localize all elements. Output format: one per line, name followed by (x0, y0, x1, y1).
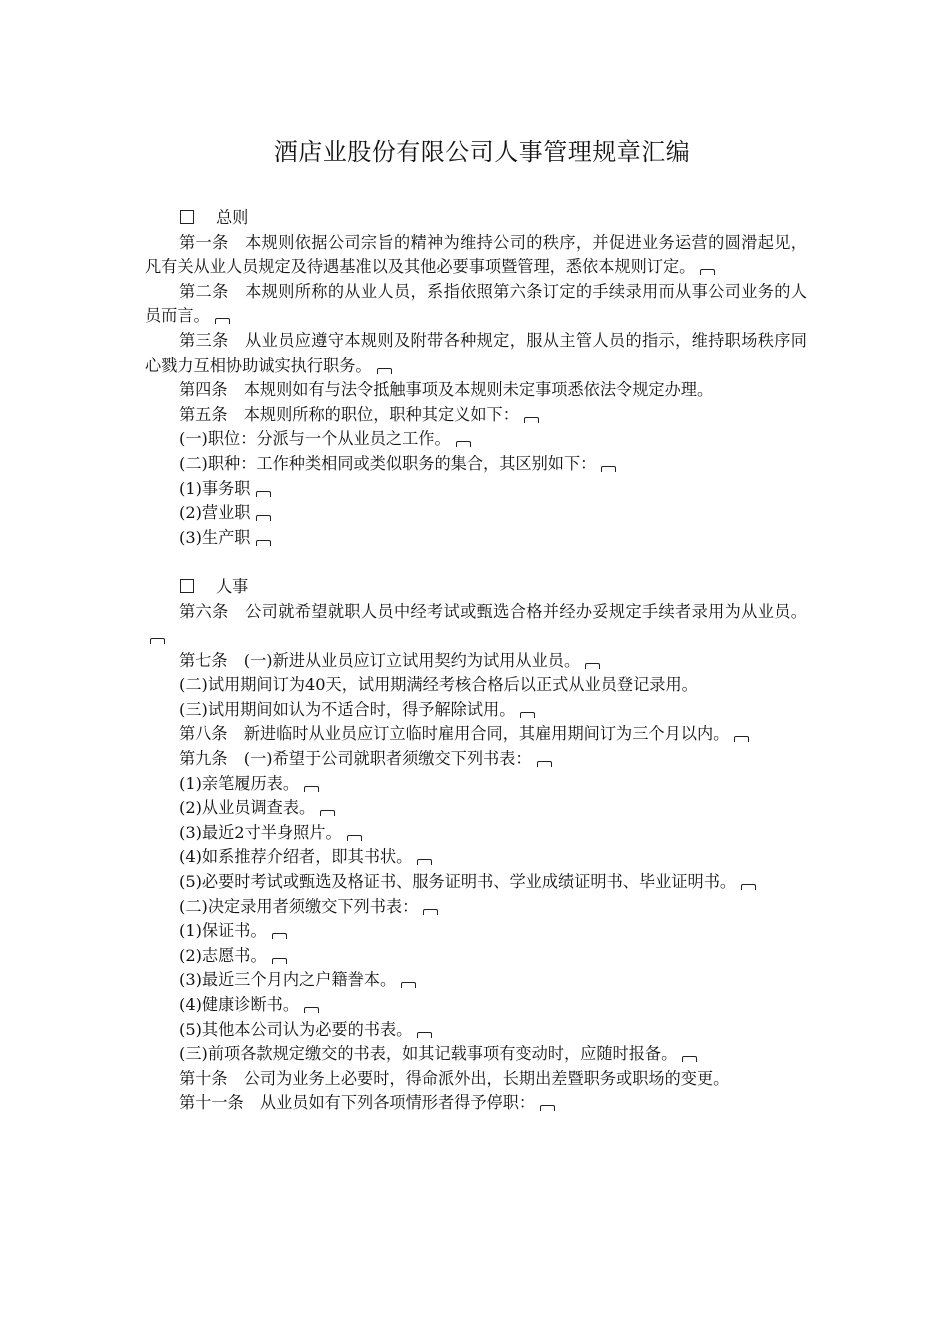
article-paragraph (145, 722, 807, 747)
article-paragraph (145, 993, 807, 1018)
section-spacer (145, 550, 807, 575)
paragraph-mark-icon (585, 663, 600, 669)
paragraph-text: (三)试用期间如认为不适合时，得予解除试用。 (179, 699, 516, 719)
article-paragraph (145, 1091, 807, 1116)
paragraph-text: 第四条 本规则如有与法令抵触事项及本规则未定事项悉依法令规定办理。 (179, 380, 714, 400)
paragraph-mark-icon (215, 318, 230, 324)
section-personnel-body (145, 600, 807, 1116)
paragraph-text: (二)决定录用者须缴交下列书表： (179, 896, 419, 916)
checkbox-square-icon (180, 579, 194, 593)
paragraph-mark-icon (377, 368, 392, 374)
paragraph-mark-icon (734, 736, 749, 742)
paragraph-text: 第一条 本规则依据公司宗旨的精神为维持公司的秩序，并促进业务运营的圆滑起见，凡有关从业人员规定及待遇基准以及其他必要事项暨管理，悉依本规则订定。 (145, 232, 807, 277)
paragraph-text: (二)试用期间订为40天，试用期满经考核合格后以正式从业员登记录用。 (179, 675, 698, 695)
article-paragraph (145, 329, 807, 378)
article-paragraph (145, 895, 807, 920)
paragraph-text: 第八条 新进临时从业员应订立临时雇用合同，其雇用期间订为三个月以内。 (179, 724, 730, 744)
section-heading-text: 总则 (216, 208, 249, 227)
article-paragraph (145, 796, 807, 821)
paragraph-text: (2)从业员调查表。 (179, 798, 316, 818)
document-title: 酒店业股份有限公司人事管理规章汇编 (273, 138, 691, 166)
article-paragraph (145, 1067, 807, 1092)
article-paragraph (145, 526, 807, 551)
paragraph-text: 第六条 公司就希望就职人员中经考试或甄选合格并经办妥规定手续者录用为从业员。 (179, 601, 807, 621)
paragraph-text: 第三条 从业员应遵守本规则及附带各种规定，服从主管人员的指示，维持职场秩序同心戮力互相协助诚实执行职务。 (145, 330, 807, 375)
paragraph-text: (4)健康诊断书。 (179, 995, 300, 1014)
paragraph-mark-icon (150, 638, 165, 644)
paragraph-mark-icon (601, 466, 616, 472)
paragraph-text: (5)其他本公司认为必要的书表。 (179, 1019, 413, 1039)
article-paragraph (145, 1018, 807, 1043)
paragraph-text: (4)如系推荐介绍者，即其书状。 (179, 847, 413, 867)
paragraph-text: (5)必要时考试或甄选及格证书、服务证明书、学业成绩证明书、毕业证明书。 (179, 872, 737, 892)
article-paragraph (145, 649, 807, 674)
paragraph-text: 第九条 (一)希望于公司就职者须缴交下列书表： (179, 749, 532, 769)
paragraph-mark-icon (320, 810, 335, 816)
paragraph-text: 第二条 本规则所称的从业人员，系指依照第六条订定的手续录用而从事公司业务的人员而言。 (145, 281, 807, 326)
paragraph-mark-icon (256, 491, 271, 497)
article-paragraph (145, 772, 807, 797)
article-paragraph (145, 231, 807, 280)
checkbox-square-icon (180, 210, 194, 224)
paragraph-mark-icon (256, 515, 271, 521)
paragraph-mark-icon (537, 761, 552, 767)
paragraph-mark-icon (272, 958, 287, 964)
document-page (145, 132, 807, 1116)
paragraph-mark-icon (540, 1105, 555, 1111)
paragraph-mark-icon (524, 417, 539, 423)
section-heading-text: 人事 (216, 576, 249, 596)
article-paragraph (145, 968, 807, 993)
paragraph-text: (2)营业职 (179, 503, 251, 523)
article-paragraph (145, 845, 807, 870)
paragraph-mark-icon (304, 1007, 319, 1013)
paragraph-text: (三)前项各款规定缴交的书表，如其记载事项有变动时，应随时报备。 (179, 1044, 678, 1064)
article-paragraph (145, 378, 807, 403)
paragraph-mark-icon (347, 835, 362, 841)
paragraph-mark-icon (304, 786, 319, 792)
paragraph-text: (二)职种：工作种类相同或类似职务的集合，其区别如下： (179, 453, 597, 473)
article-paragraph (145, 698, 807, 723)
paragraph-mark-icon (272, 933, 287, 939)
article-paragraph (145, 600, 807, 649)
section-general-body (145, 231, 807, 551)
paragraph-text: (3)最近三个月内之户籍誊本。 (179, 970, 397, 990)
article-paragraph (145, 870, 807, 895)
paragraph-mark-icon (741, 884, 756, 890)
section-heading-general (145, 206, 807, 231)
article-paragraph (145, 944, 807, 969)
paragraph-text: (1)事务职 (179, 478, 251, 498)
paragraph-mark-icon (401, 982, 416, 988)
section-heading-personnel (145, 575, 807, 600)
article-paragraph (145, 1042, 807, 1067)
article-paragraph (145, 747, 807, 772)
paragraph-text: (3)生产职 (179, 527, 251, 547)
paragraph-text: 第十条 公司为业务上必要时，得命派外出，长期出差暨职务或职场的变更。 (179, 1068, 730, 1088)
paragraph-text: (3)最近2寸半身照片。 (179, 822, 342, 842)
paragraph-text: 第七条 (一)新进从业员应订立试用契约为试用从业员。 (179, 650, 581, 670)
article-paragraph (145, 427, 807, 452)
paragraph-text: (1)保证书。 (179, 921, 267, 941)
paragraph-text: (1)亲笔履历表。 (179, 773, 300, 793)
paragraph-mark-icon (423, 909, 438, 915)
paragraph-mark-icon (256, 540, 271, 546)
paragraph-text: 第五条 本规则所称的职位，职种其定义如下： (179, 404, 519, 424)
paragraph-mark-icon (520, 712, 535, 718)
paragraph-text: 第十一条 从业员如有下列各项情形者得予停职： (179, 1093, 536, 1113)
article-paragraph (145, 501, 807, 526)
article-paragraph (145, 821, 807, 846)
paragraph-mark-icon (417, 1032, 432, 1038)
article-paragraph (145, 477, 807, 502)
article-paragraph (145, 452, 807, 477)
paragraph-text: (2)志愿书。 (179, 945, 267, 965)
paragraph-mark-icon (700, 269, 715, 275)
paragraph-mark-icon (456, 441, 471, 447)
article-paragraph (145, 919, 807, 944)
paragraph-mark-icon (682, 1056, 697, 1062)
article-paragraph (145, 280, 807, 329)
article-paragraph (145, 673, 807, 698)
paragraph-mark-icon (417, 859, 432, 865)
article-paragraph (145, 403, 807, 428)
paragraph-text: (一)职位：分派与一个从业员之工作。 (179, 429, 451, 449)
